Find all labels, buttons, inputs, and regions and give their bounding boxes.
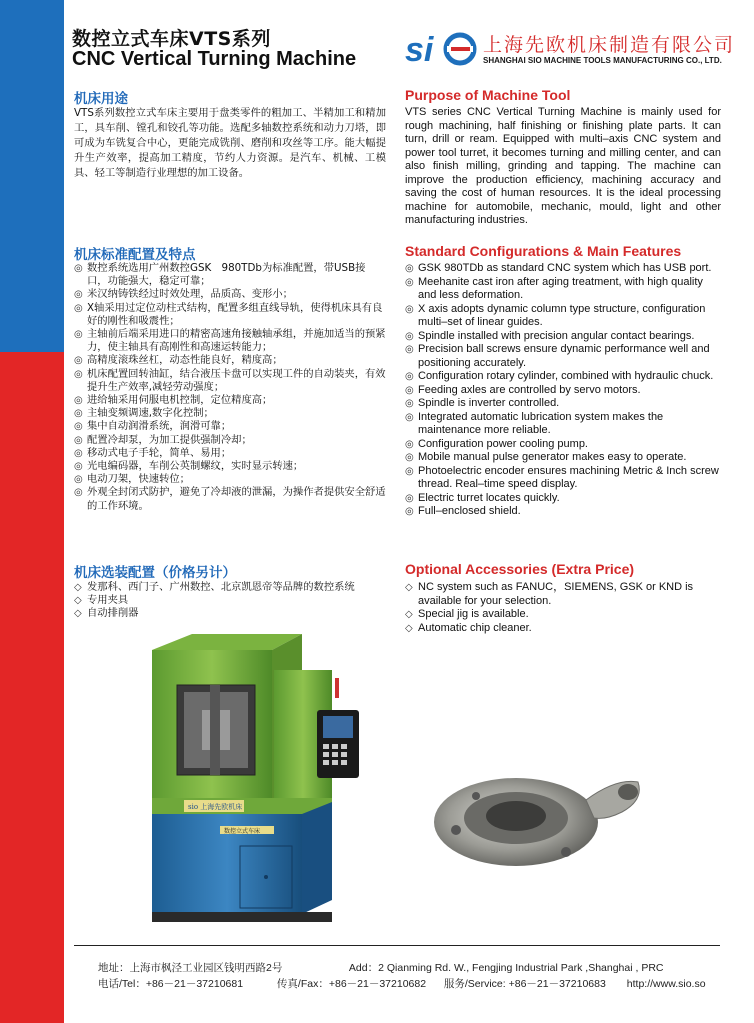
list-item: ◎ 机床配置回转油缸，结合液压卡盘可以实现工件的自动装夹，有效提升生产效率,减轻劳动强度；: [74, 367, 386, 393]
side-bar-red: [0, 352, 64, 1023]
machine-badge-text: sio 上海先欧机床: [188, 803, 243, 811]
footer-tel: 电话/Tel：+86－21－37210681: [98, 978, 244, 990]
list-item: ◎ Spindle is inverter controlled.: [405, 397, 560, 409]
company-name-cn: 上海先欧机床制造有限公司: [483, 34, 736, 56]
bullet-icon: ◎: [74, 395, 83, 407]
bullet-icon: ◎: [405, 371, 414, 382]
list-item: ◎ X轴采用过定位动柱式结构，配置多组直线导轨，使得机床具有良好的刚性和吸震性；: [74, 301, 383, 327]
purpose-heading-cn: 机床用途: [74, 91, 128, 107]
list-item: ◇ 自动排削器: [74, 607, 139, 620]
footer-contact-line: [74, 976, 706, 991]
diamond-bullet-icon: ◇: [405, 582, 413, 593]
list-item: ◎ 电动刀架，快速转位；: [74, 473, 190, 486]
bullet-icon: ◎: [74, 263, 83, 274]
list-item: ◎ 外观全封闭式防护，避免了冷却液的泄漏，为操作者提供安全舒适的工作环境。: [74, 486, 386, 512]
company-name-en: SHANGHAI SIO MACHINE TOOLS MANUFACTURING CO., LTD.: [483, 56, 722, 65]
bullet-icon: ◎: [405, 506, 414, 517]
bullet-icon: ◎: [74, 447, 83, 459]
bullet-icon: ◎: [74, 329, 83, 341]
bullet-icon: ◎: [405, 330, 414, 342]
list-item: ◎ Integrated automatic lubrication system makes the maintenance more reliable.: [405, 410, 664, 436]
workpiece-image: [416, 760, 646, 880]
sio-logo-icon: [405, 28, 479, 72]
list-item: ◇ 发那科、西门子、广州数控、北京凯恩帝等品牌的数控系统: [74, 581, 355, 593]
bullet-icon: ◎: [405, 303, 414, 315]
diamond-bullet-icon: ◇: [405, 622, 413, 634]
list-item: ◇ NC system such as FANUC，SIEMENS, GSK or KND is available for your selection.: [405, 581, 694, 607]
bullet-icon: ◎: [405, 398, 414, 409]
standard-heading-en: Standard Configurations & Main Features: [405, 243, 682, 259]
bullet-icon: ◎: [405, 276, 414, 288]
list-item: ◎ Meehanite cast iron after aging treatment, with high quality and less deformation.: [405, 275, 703, 301]
optional-list-cn: [74, 581, 386, 621]
footer-service: 服务/Service: +86－21－37210683: [443, 978, 606, 990]
bullet-icon: ◎: [74, 408, 83, 420]
list-item: ◎ 集中自动润滑系统，润滑可靠；: [74, 420, 232, 433]
list-item: ◇ Automatic chip cleaner.: [405, 621, 532, 634]
list-item: ◎ Photoelectric encoder ensures machining Metric & Inch screw thread. Real–time speed display.: [405, 464, 719, 490]
bullet-icon: ◎: [74, 474, 83, 486]
diamond-bullet-icon: ◇: [405, 609, 413, 620]
bullet-icon: ◎: [405, 465, 414, 477]
bullet-icon: ◎: [74, 302, 83, 314]
diamond-bullet-icon: ◇: [74, 582, 82, 593]
bullet-icon: ◎: [74, 487, 83, 499]
list-item: ◎ 数控系统选用广州数控GSK 980TDb为标准配置，带USB接口，功能强大，稳定可靠；: [74, 262, 366, 288]
list-item: ◇ Special jig is available.: [405, 608, 529, 620]
company-logo: [405, 28, 745, 72]
page-title-en: CNC Vertical Turning Machine: [72, 48, 357, 70]
bullet-icon: ◎: [405, 344, 414, 355]
bullet-icon: ◎: [74, 355, 83, 367]
footer-website-link[interactable]: http://www.sio.so: [626, 978, 706, 990]
list-item: ◎ 主轴前后端采用进口的精密高速角接触轴承组，并施加适当的预紧力，使主轴具有高刚性和高速运转能力；: [74, 328, 386, 354]
list-item: ◎ Mobile manual pulse generator makes easy to operate.: [405, 451, 687, 463]
bullet-icon: ◎: [405, 263, 414, 274]
cnc-machine-image: [122, 630, 362, 926]
purpose-body-cn: VTS系列数控立式车床主要用于盘类零件的粗加工、半精加工和精加工，具车削、镗孔和铰孔等功能。选配多轴数控系统和动力刀塔，即可成为车铣复合中心，更能完成铣削、磨削和攻丝等工序。能大幅提升生产效率，提高加工精度，节约人力资源。是汽车、机械、工模具、轻工等制造行业理想的加工设备。: [74, 107, 386, 179]
bullet-icon: ◎: [405, 384, 414, 396]
bullet-icon: ◎: [74, 289, 83, 301]
list-item: ◎ Feeding axles are controlled by servo motors.: [405, 383, 641, 396]
footer-address-cn: 地址：上海市枫泾工业园区钱明西路2号: [98, 962, 283, 974]
diamond-bullet-icon: ◇: [74, 595, 82, 607]
bullet-icon: ◎: [74, 368, 83, 380]
bullet-icon: ◎: [74, 461, 83, 473]
list-item: ◎ Configuration rotary cylinder, combined with hydraulic chuck.: [405, 370, 714, 382]
list-item: ◎ 进给轴采用伺服电机控制，定位精度高；: [74, 394, 273, 407]
list-item: ◎ Spindle installed with precision angular contact bearings.: [405, 329, 695, 342]
list-item: ◎ 移动式电子手轮，简单、易用；: [74, 446, 232, 459]
list-item: ◎ Configuration power cooling pump.: [405, 437, 588, 450]
list-item: ◎ Electric turret locates quickly.: [405, 491, 560, 504]
bullet-icon: ◎: [405, 411, 414, 423]
standard-heading-cn: 机床标准配置及特点: [74, 247, 196, 263]
bullet-icon: ◎: [405, 438, 414, 450]
purpose-heading-en: Purpose of Machine Tool: [405, 87, 571, 103]
list-item: ◎ X axis adopts dynamic column type structure, configuration multi–set of linear guides.: [405, 302, 706, 328]
list-item: ◎ 配置冷却泵，为加工提供强制冷却；: [74, 433, 252, 446]
purpose-body-en: VTS series CNC Vertical Turning Machine is mainly used for rough machining, half finishing or finishing plate parts. It can turn, drill or ream. Equipped with multi–axis CNC system and power tool turret, it becomes turning and milling center, and can also finish milling, grinding and tapping. The machine can improve the production efficiency, machining accuracy and saving the cost of human resources. It is the ideal processing machine for automobile, mechanic, mould, light and other manufacturing industries.: [405, 106, 721, 226]
bullet-icon: ◎: [405, 452, 414, 463]
list-item: ◎ 主轴变频调速,数字化控制；: [74, 407, 214, 420]
list-item: ◎ GSK 980TDb as standard CNC system which has USB port.: [405, 262, 712, 274]
bullet-icon: ◎: [405, 492, 414, 504]
optional-heading-cn: 机床选装配置（价格另计）: [74, 565, 236, 581]
list-item: ◎ Full–enclosed shield.: [405, 505, 521, 517]
optional-heading-en: Optional Accessories (Extra Price): [405, 561, 635, 577]
footer-address-line: [74, 960, 664, 975]
footer-divider: [74, 945, 720, 946]
page-title-cn: 数控立式车床VTS系列: [72, 28, 271, 50]
bullet-icon: ◎: [74, 434, 83, 446]
optional-list-en: [405, 581, 721, 635]
list-item: ◎ 米汉纳铸铁经过时效处理，品质高、变形小；: [74, 288, 293, 301]
diamond-bullet-icon: ◇: [74, 608, 82, 620]
standard-list-en: [405, 262, 721, 519]
footer-address-en: Add：2 Qianming Rd. W., Fengjing Industrial Park ,Shanghai , PRC: [348, 962, 664, 974]
standard-list-cn: [74, 262, 386, 513]
machine-plate-text: 数控立式车床: [224, 828, 261, 835]
list-item: ◇ 专用夹具: [74, 594, 129, 607]
list-item: ◎ Precision ball screws ensure dynamic performance well and positioning accurately.: [405, 343, 710, 369]
list-item: ◎ 光电编码器，车削公英制螺纹，实时显示转速；: [74, 460, 304, 473]
footer-fax: 传真/Fax：+86－21－37210682: [276, 978, 427, 990]
bullet-icon: ◎: [74, 421, 83, 433]
list-item: ◎ 高精度滚珠丝杠，动态性能良好，精度高；: [74, 354, 283, 367]
svg-text:si: si: [405, 31, 434, 69]
side-bar-blue: [0, 0, 64, 352]
